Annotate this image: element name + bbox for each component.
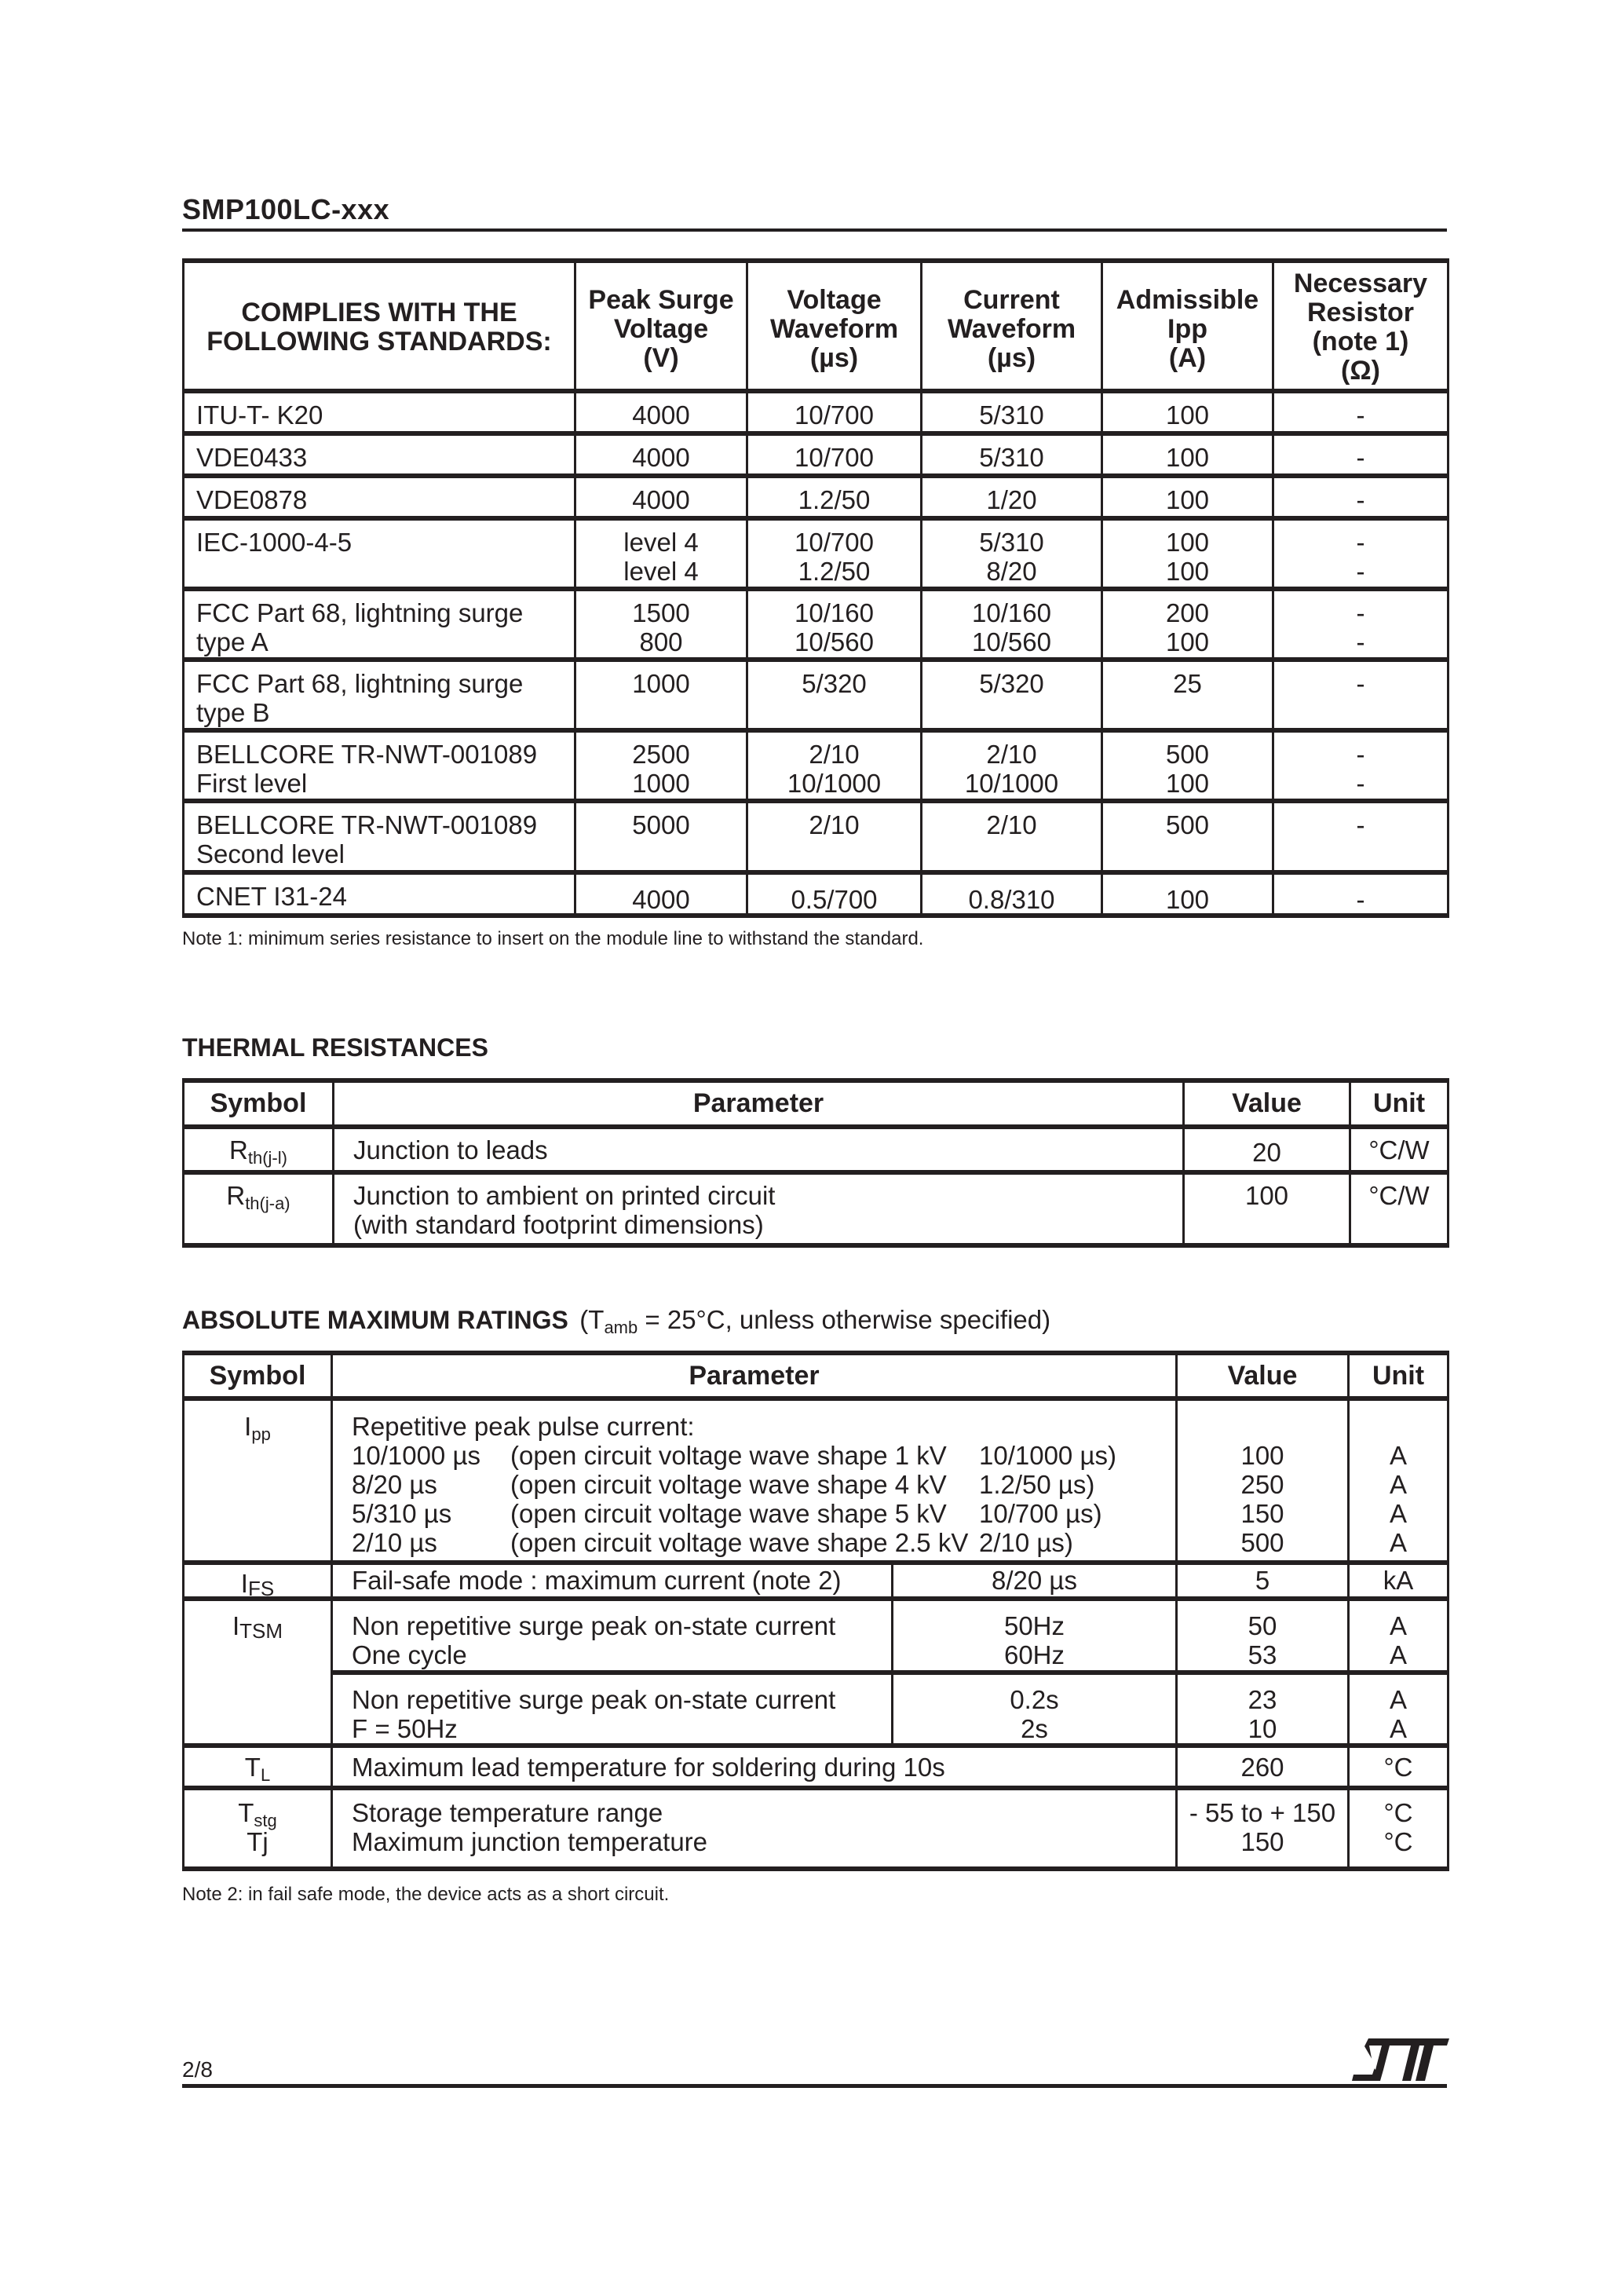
- amr-heading: ABSOLUTE MAXIMUM RATINGS: [182, 1306, 568, 1334]
- current-waveform: [922, 740, 1101, 798]
- voltage-waveform: [748, 485, 920, 514]
- parameter-line: (with standard footprint dimensions): [353, 1210, 764, 1239]
- symbol-base: T: [244, 1753, 261, 1782]
- ipp-waveform: 2/10 µs: [352, 1528, 437, 1557]
- cell-line: 1/20: [986, 485, 1037, 514]
- standard-name: [196, 882, 573, 911]
- thermal-heading: THERMAL RESISTANCES: [182, 1033, 488, 1062]
- cell-line: 2/10: [809, 810, 860, 839]
- cell-line: 200: [1165, 598, 1210, 627]
- cell-line: type B: [196, 698, 270, 727]
- cell-line: 10/160: [795, 598, 874, 627]
- ipp-waveform: 10/1000 µs: [352, 1441, 480, 1470]
- peak-surge-voltage: [576, 528, 746, 586]
- cell-line: 0.5/700: [791, 885, 878, 914]
- ipp-reference: 10/1000 µs): [979, 1441, 1116, 1470]
- standard-name: [196, 443, 573, 472]
- header-line: Waveform: [769, 314, 899, 344]
- necessary-resistor: [1274, 740, 1447, 798]
- header-line: (µs): [809, 343, 859, 373]
- peak-surge-voltage: [576, 598, 746, 656]
- condition-subscript: amb: [604, 1318, 638, 1337]
- cell-line: 5/310: [979, 443, 1044, 472]
- cell-line: 5/310: [979, 528, 1044, 557]
- header-line: Necessary: [1293, 269, 1428, 298]
- ipp-waveform: 8/20 µs: [352, 1470, 437, 1499]
- ipp-description: (open circuit voltage wave shape 4 kV: [510, 1470, 947, 1499]
- unit-line: A: [1389, 1640, 1407, 1669]
- table-border: [182, 1351, 1449, 1355]
- parameter-line: Maximum junction temperature: [352, 1827, 708, 1856]
- header-line: (note 1): [1312, 327, 1409, 356]
- header-unit: Unit: [1372, 1088, 1426, 1118]
- current-waveform: [922, 669, 1101, 698]
- value-rth-jl: 20: [1252, 1138, 1281, 1167]
- cell-line: 5/320: [979, 669, 1044, 698]
- header-line: FOLLOWING STANDARDS:: [206, 327, 552, 356]
- symbol-tstg-tj: [184, 1798, 331, 1856]
- value-line: 23: [1248, 1685, 1277, 1714]
- peak-surge-voltage: [576, 669, 746, 698]
- ifs-parameter: Fail-safe mode : maximum current (note 2): [352, 1566, 842, 1595]
- cell-line: 10/560: [972, 627, 1051, 656]
- cell-line: -: [1356, 443, 1365, 472]
- cell-line: -: [1356, 810, 1365, 839]
- ifs-condition: 8/20 µs: [992, 1566, 1077, 1595]
- symbol-subscript: stg: [254, 1811, 277, 1830]
- ipp-description: (open circuit voltage wave shape 2.5 kV: [510, 1528, 969, 1557]
- cell-line: -: [1356, 485, 1365, 514]
- header-voltage-waveform: [748, 286, 920, 373]
- ipp-value: 150: [1240, 1499, 1284, 1528]
- cell-line: 10/560: [795, 627, 874, 656]
- standard-name: [196, 400, 573, 430]
- necessary-resistor: [1274, 885, 1447, 914]
- row-divider: [182, 728, 1449, 733]
- standard-name: [196, 528, 573, 557]
- col-divider: [331, 1351, 333, 1871]
- row-divider: [182, 1124, 1449, 1129]
- condition-line: 60Hz: [1003, 1640, 1065, 1669]
- ipp-waveform: 5/310 µs: [352, 1499, 452, 1528]
- value-line: 10: [1248, 1714, 1277, 1743]
- cell-line: BELLCORE TR-NWT-001089: [196, 740, 538, 769]
- header-peak-surge-voltage: [576, 286, 746, 373]
- amr-heading-line: [182, 1305, 1050, 1335]
- tl-unit: °C: [1383, 1753, 1413, 1782]
- header-standards: [184, 298, 574, 356]
- itsm-conditions-2: [893, 1685, 1175, 1743]
- symbol-base: I: [244, 1412, 252, 1441]
- col-divider: [1447, 1351, 1449, 1871]
- voltage-waveform: [748, 885, 920, 914]
- voltage-waveform: [748, 810, 920, 839]
- table-border: [182, 389, 1449, 393]
- parameter-junction-to-leads: Junction to leads: [353, 1135, 548, 1164]
- header-line: Resistor: [1306, 298, 1415, 327]
- ipp-reference: 1.2/50 µs): [979, 1470, 1095, 1499]
- row-divider: [182, 1596, 1449, 1601]
- cell-line: 100: [1165, 769, 1210, 798]
- condition-line: 50Hz: [1003, 1611, 1065, 1640]
- header-line: Current: [963, 285, 1060, 315]
- row-divider: [182, 870, 1449, 875]
- tl-value: 260: [1240, 1753, 1284, 1782]
- cell-line: 100: [1165, 400, 1210, 430]
- cell-line: 0.8/310: [968, 885, 1055, 914]
- ipp-value: 250: [1240, 1470, 1284, 1499]
- current-waveform: [922, 485, 1101, 514]
- ipp-unit: A: [1389, 1528, 1407, 1557]
- current-waveform: [922, 443, 1101, 472]
- cell-line: VDE0433: [196, 443, 308, 472]
- ipp-value: 100: [1240, 1441, 1284, 1470]
- peak-surge-voltage: [576, 810, 746, 839]
- symbol-base: R: [229, 1135, 248, 1164]
- header-symbol: Symbol: [210, 1088, 307, 1118]
- cell-line: 100: [1165, 627, 1210, 656]
- cell-line: level 4: [623, 557, 699, 586]
- page-number: 2/8: [182, 2057, 213, 2082]
- necessary-resistor: [1274, 485, 1447, 514]
- cell-line: VDE0878: [196, 485, 308, 514]
- cell-line: -: [1356, 598, 1365, 627]
- header-line: Voltage: [787, 285, 882, 315]
- st-logo-icon: [1352, 2038, 1449, 2081]
- standard-name: [196, 485, 573, 514]
- document-title: SMP100LC-xxx: [182, 193, 390, 225]
- cell-line: -: [1356, 528, 1365, 557]
- symbol-tj: Tj: [247, 1827, 269, 1856]
- header-parameter: Parameter: [692, 1088, 824, 1118]
- header-line: Peak Surge: [588, 285, 734, 315]
- cell-line: 10/1000: [964, 769, 1059, 798]
- admissible-ipp: [1103, 669, 1272, 698]
- header-line: (µs): [987, 343, 1036, 373]
- cell-line: type A: [196, 627, 269, 656]
- cell-line: CNET I31-24: [196, 882, 347, 911]
- voltage-waveform: [748, 528, 920, 586]
- current-waveform: [922, 528, 1101, 586]
- cell-line: -: [1356, 400, 1365, 430]
- standard-name: [196, 598, 573, 656]
- value-line: - 55 to + 150: [1189, 1798, 1336, 1827]
- admissible-ipp: [1103, 598, 1272, 656]
- cell-line: IEC-1000-4-5: [196, 528, 353, 557]
- symbol-base: R: [226, 1181, 246, 1210]
- cell-line: 25: [1173, 669, 1202, 698]
- admissible-ipp: [1103, 400, 1272, 430]
- unit-line: A: [1389, 1714, 1407, 1743]
- value-line: 50: [1248, 1611, 1277, 1640]
- cell-line: 4000: [632, 443, 690, 472]
- symbol-ifs: [184, 1569, 331, 1598]
- admissible-ipp: [1103, 885, 1272, 914]
- symbol-subscript: pp: [251, 1424, 271, 1444]
- amr-condition: [579, 1305, 1051, 1337]
- cell-line: -: [1356, 627, 1365, 656]
- table-border: [182, 1866, 1449, 1871]
- itsm-values-2: [1178, 1685, 1347, 1743]
- header-unit: Unit: [1372, 1361, 1425, 1391]
- ifs-value: 5: [1255, 1566, 1270, 1595]
- voltage-waveform: [748, 443, 920, 472]
- parameter-line: One cycle: [352, 1640, 467, 1669]
- cell-line: 1000: [632, 769, 690, 798]
- cell-line: 10/700: [795, 443, 874, 472]
- peak-surge-voltage: [576, 485, 746, 514]
- row-divider: [182, 1786, 1449, 1790]
- symbol-subscript: L: [260, 1765, 271, 1785]
- ifs-unit: kA: [1383, 1566, 1414, 1595]
- symbol-tl: [184, 1753, 331, 1785]
- condition-text: (T: [579, 1305, 605, 1334]
- current-waveform: [922, 885, 1101, 914]
- admissible-ipp: [1103, 485, 1272, 514]
- cell-line: 10/700: [795, 400, 874, 430]
- table-border: [182, 1243, 1449, 1248]
- symbol-base: I: [240, 1569, 248, 1598]
- symbol-base: I: [232, 1611, 240, 1640]
- header-rule: [182, 229, 1447, 232]
- itsm-parameter-2: [352, 1685, 835, 1743]
- unit-rth-jl: °C/W: [1368, 1135, 1430, 1164]
- standard-name: [196, 740, 573, 798]
- unit-line: A: [1389, 1611, 1407, 1640]
- header-current-waveform: [922, 286, 1101, 373]
- header-line: Admissible: [1116, 285, 1259, 315]
- current-waveform: [922, 400, 1101, 430]
- header-line: (A): [1168, 343, 1207, 373]
- unit-line: °C: [1383, 1827, 1413, 1856]
- row-divider: [182, 657, 1449, 662]
- cell-line: FCC Part 68, lightning surge: [196, 669, 524, 698]
- symbol-rth-ja: [184, 1181, 332, 1213]
- peak-surge-voltage: [576, 740, 746, 798]
- header-line: COMPLIES WITH THE: [241, 298, 517, 327]
- row-divider: [182, 799, 1449, 803]
- admissible-ipp: [1103, 810, 1272, 839]
- header-line: (Ω): [1341, 356, 1380, 386]
- symbol-ipp: [184, 1412, 331, 1444]
- itsm-units-2: [1350, 1685, 1447, 1743]
- cell-line: 2/10: [986, 740, 1037, 769]
- row-divider: [182, 431, 1449, 436]
- header-necessary-resistor: [1274, 269, 1447, 386]
- unit-rth-ja: °C/W: [1368, 1181, 1430, 1210]
- necessary-resistor: [1274, 810, 1447, 839]
- unit-line: A: [1389, 1685, 1407, 1714]
- cell-line: 100: [1165, 885, 1210, 914]
- row-divider: [331, 1670, 1449, 1675]
- symbol-subscript: FS: [247, 1577, 275, 1600]
- table-border: [182, 258, 1449, 263]
- header-value: Value: [1232, 1088, 1302, 1118]
- parameter-line: Junction to ambient on printed circuit: [353, 1181, 776, 1210]
- cell-line: 5/320: [802, 669, 867, 698]
- header-value: Value: [1227, 1361, 1298, 1391]
- current-waveform: [922, 598, 1101, 656]
- cell-line: -: [1356, 557, 1365, 586]
- cell-line: FCC Part 68, lightning surge: [196, 598, 524, 627]
- itsm-conditions-1: [893, 1611, 1175, 1669]
- cell-line: 10/1000: [787, 769, 882, 798]
- table-border: [182, 1078, 1449, 1083]
- ipp-unit: A: [1389, 1470, 1407, 1499]
- condition-text: = 25°C, unless otherwise specified): [637, 1305, 1051, 1334]
- col-divider: [1447, 1078, 1449, 1248]
- cell-line: -: [1356, 769, 1365, 798]
- row-divider: [182, 1560, 1449, 1565]
- cell-line: BELLCORE TR-NWT-001089: [196, 810, 538, 839]
- voltage-waveform: [748, 598, 920, 656]
- ipp-reference: 10/700 µs): [979, 1499, 1102, 1528]
- cell-line: 100: [1165, 528, 1210, 557]
- row-divider: [182, 1396, 1449, 1401]
- peak-surge-voltage: [576, 885, 746, 914]
- cell-line: Second level: [196, 839, 345, 868]
- cell-line: 100: [1165, 443, 1210, 472]
- header-symbol: Symbol: [209, 1361, 306, 1391]
- footer-rule: [182, 2084, 1447, 2088]
- peak-surge-voltage: [576, 443, 746, 472]
- cell-line: 1.2/50: [798, 485, 871, 514]
- voltage-waveform: [748, 400, 920, 430]
- value-line: 150: [1240, 1827, 1284, 1856]
- cell-line: 4000: [632, 400, 690, 430]
- header-line: Waveform: [947, 314, 1076, 344]
- necessary-resistor: [1274, 669, 1447, 698]
- row-divider: [182, 1743, 1449, 1748]
- symbol-subscript: TSM: [239, 1619, 283, 1643]
- header-parameter: Parameter: [689, 1361, 820, 1391]
- cell-line: 10/700: [795, 528, 874, 557]
- note-1: Note 1: minimum series resistance to insert on the module line to withstand the standard.: [182, 928, 924, 949]
- necessary-resistor: [1274, 528, 1447, 586]
- cell-line: 8/20: [986, 557, 1037, 586]
- symbol-subscript: th(j-l): [247, 1148, 287, 1168]
- itsm-values-1: [1178, 1611, 1347, 1669]
- necessary-resistor: [1274, 400, 1447, 430]
- cell-line: ITU-T- K20: [196, 400, 323, 430]
- cell-line: 1.2/50: [798, 557, 871, 586]
- ipp-value: 500: [1240, 1528, 1284, 1557]
- header-admissible-ipp: [1103, 286, 1272, 373]
- voltage-waveform: [748, 740, 920, 798]
- cell-line: 1500: [632, 598, 690, 627]
- row-divider: [182, 473, 1449, 478]
- parameter-line: Non repetitive surge peak on-state current: [352, 1611, 836, 1640]
- col-divider: [1447, 258, 1449, 918]
- standard-name: [196, 810, 573, 868]
- admissible-ipp: [1103, 740, 1272, 798]
- cell-line: First level: [196, 769, 308, 798]
- ipp-title: Repetitive peak pulse current:: [352, 1412, 695, 1441]
- itsm-parameter-1: [352, 1611, 835, 1669]
- cell-line: 500: [1165, 740, 1210, 769]
- ipp-unit: A: [1389, 1499, 1407, 1528]
- cell-line: 500: [1165, 810, 1210, 839]
- cell-line: 2/10: [986, 810, 1037, 839]
- admissible-ipp: [1103, 528, 1272, 586]
- cell-line: 10/160: [972, 598, 1051, 627]
- cell-line: 4000: [632, 485, 690, 514]
- value-line: 53: [1248, 1640, 1277, 1669]
- parameter-line: Non repetitive surge peak on-state current: [352, 1685, 836, 1714]
- value-rth-ja: 100: [1244, 1181, 1289, 1210]
- ipp-unit: A: [1389, 1441, 1407, 1470]
- ipp-description: (open circuit voltage wave shape 5 kV: [510, 1499, 947, 1528]
- header-line: Ipp: [1167, 314, 1207, 344]
- cell-line: 5000: [632, 810, 690, 839]
- peak-surge-voltage: [576, 400, 746, 430]
- necessary-resistor: [1274, 598, 1447, 656]
- cell-line: level 4: [623, 528, 699, 557]
- cell-line: -: [1356, 669, 1365, 698]
- tl-parameter: Maximum lead temperature for soldering during 10s: [352, 1753, 945, 1782]
- necessary-resistor: [1274, 443, 1447, 472]
- cell-line: -: [1356, 740, 1365, 769]
- admissible-ipp: [1103, 443, 1272, 472]
- standard-name: [196, 669, 573, 727]
- voltage-waveform: [748, 669, 920, 698]
- cell-line: 100: [1165, 557, 1210, 586]
- temps-parameter: [352, 1798, 707, 1856]
- parameter-line: Storage temperature range: [352, 1798, 663, 1827]
- temps-values: [1178, 1798, 1347, 1856]
- itsm-units-1: [1350, 1611, 1447, 1669]
- ipp-description: (open circuit voltage wave shape 1 kV: [510, 1441, 947, 1470]
- parameter-line: F = 50Hz: [352, 1714, 458, 1743]
- condition-line: 2s: [1021, 1714, 1048, 1743]
- unit-line: °C: [1383, 1798, 1413, 1827]
- row-divider: [182, 516, 1449, 521]
- parameter-junction-to-ambient: [353, 1181, 775, 1239]
- symbol-tstg: [184, 1798, 331, 1830]
- row-divider: [182, 1170, 1449, 1175]
- symbol-rth-jl: [184, 1135, 332, 1168]
- col-divider: [182, 258, 184, 918]
- row-divider: [182, 587, 1449, 591]
- cell-line: 2/10: [809, 740, 860, 769]
- cell-line: -: [1356, 885, 1365, 914]
- note-2: Note 2: in fail safe mode, the device acts as a short circuit.: [182, 1884, 670, 1905]
- symbol-subscript: th(j-a): [245, 1194, 290, 1213]
- condition-line: 0.2s: [1010, 1685, 1059, 1714]
- cell-line: 2500: [632, 740, 690, 769]
- temps-units: [1350, 1798, 1447, 1856]
- cell-line: 5/310: [979, 400, 1044, 430]
- header-line: (V): [643, 343, 679, 373]
- current-waveform: [922, 810, 1101, 839]
- cell-line: 100: [1165, 485, 1210, 514]
- ipp-reference: 2/10 µs): [979, 1528, 1073, 1557]
- header-line: Voltage: [613, 314, 709, 344]
- cell-line: 1000: [632, 669, 690, 698]
- cell-line: 4000: [632, 885, 690, 914]
- symbol-itsm: [184, 1611, 331, 1643]
- symbol-base: T: [238, 1798, 254, 1827]
- cell-line: 800: [639, 627, 683, 656]
